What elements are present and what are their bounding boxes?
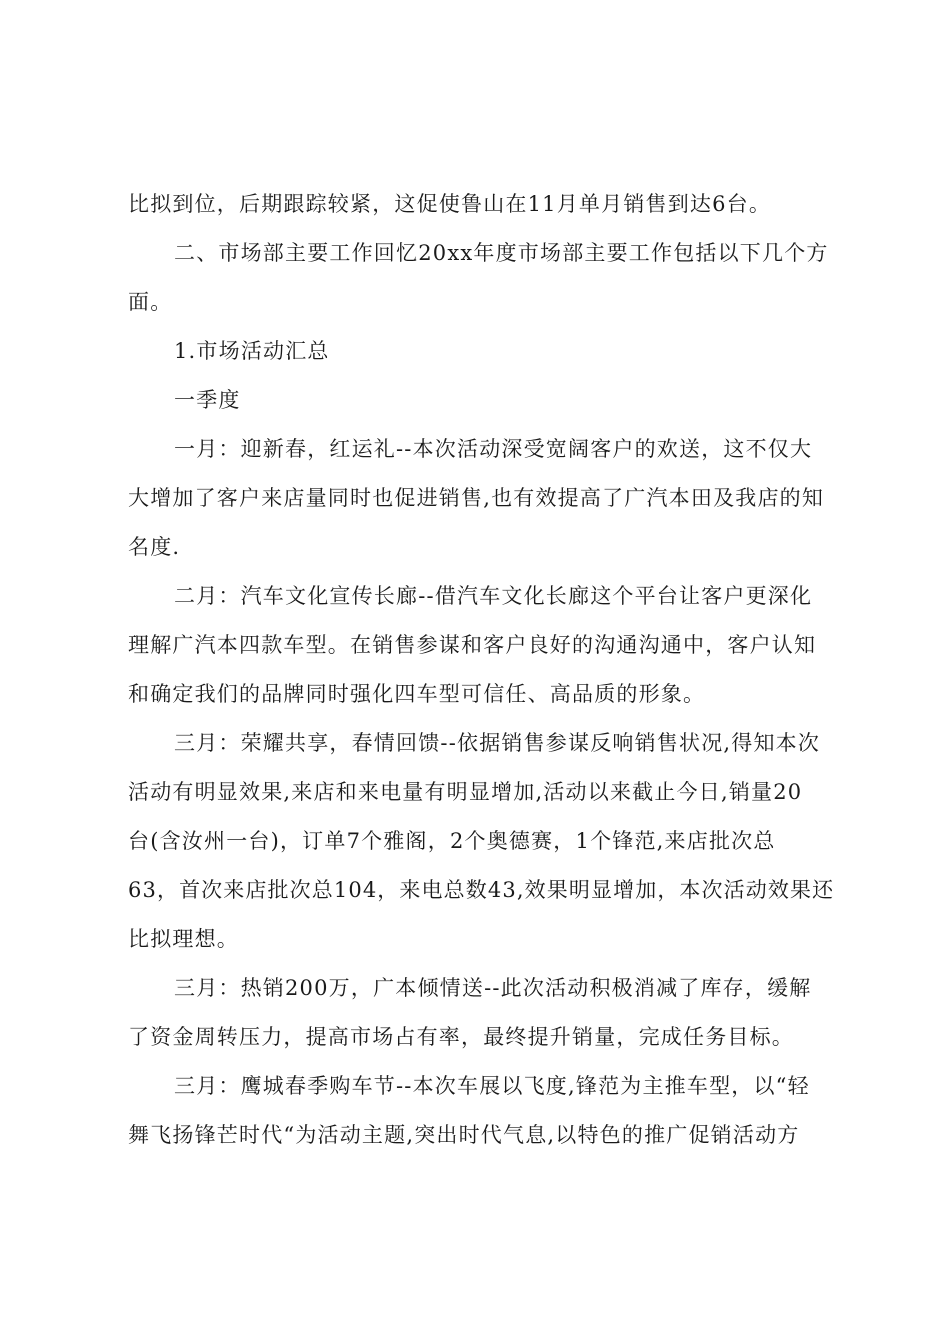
text-line: 比拟理想。 (128, 927, 239, 951)
text-line: 了资金周转压力，提高市场占有率，最终提升销量，完成任务目标。 (128, 1025, 794, 1049)
paragraph-section-heading (128, 229, 836, 327)
paragraph-march-1 (128, 719, 836, 964)
text-line: 台(含汝州一台)，订单7个雅阁，2个奥德赛，1个锋范,来店批次总 (128, 829, 776, 853)
text-line: 一季度 (174, 388, 241, 412)
text-line: 理解广汽本四款车型。在销售参谋和客户良好的沟通沟通中，客户认知 (128, 633, 817, 657)
text-line: 二、市场部主要工作回忆20xx年度市场部主要工作包括以下几个方 (174, 241, 829, 265)
text-line: 大增加了客户来店量同时也促进销售,也有效提高了广汽本田及我店的知 (128, 486, 825, 510)
document-body (128, 180, 836, 1160)
paragraph-subheading (128, 327, 836, 376)
text-line: 63，首次来店批次总104，来电总数43,效果明显增加，本次活动效果还 (128, 878, 835, 902)
paragraph-march-2 (128, 964, 836, 1062)
paragraph-march-3 (128, 1062, 836, 1160)
text-line: 三月：荣耀共享，春情回馈--依据销售参谋反响销售状况,得知本次 (174, 731, 821, 755)
text-line: 一月：迎新春，红运礼--本次活动深受宽阔客户的欢送，这不仅大 (174, 437, 813, 461)
paragraph-february (128, 572, 836, 719)
text-line: 二月：汽车文化宣传长廊--借汽车文化长廊这个平台让客户更深化 (174, 584, 813, 608)
paragraph-january (128, 425, 836, 572)
text-line: 面。 (128, 290, 173, 314)
text-line: 三月：热销200万，广本倾情送--此次活动积极消减了库存，缓解 (174, 976, 812, 1000)
text-line: 名度. (128, 535, 181, 559)
text-line: 活动有明显效果,来店和来电量有明显增加,活动以来截止今日,销量20 (128, 780, 803, 804)
paragraph-continuation (128, 180, 836, 229)
text-line: 和确定我们的品牌同时强化四车型可信任、高品质的形象。 (128, 682, 706, 706)
text-line: 舞飞扬锋芒时代“为活动主题,突出时代气息,以特色的推广促销活动方 (128, 1123, 800, 1147)
paragraph-quarter-label (128, 376, 836, 425)
text-line: 比拟到位，后期跟踪较紧，这促使鲁山在11月单月销售到达6台。 (128, 192, 772, 216)
text-line: 三月：鹰城春季购车节--本次车展以飞度,锋范为主推车型，以“轻 (174, 1074, 810, 1098)
text-line: 1.市场活动汇总 (174, 339, 330, 363)
